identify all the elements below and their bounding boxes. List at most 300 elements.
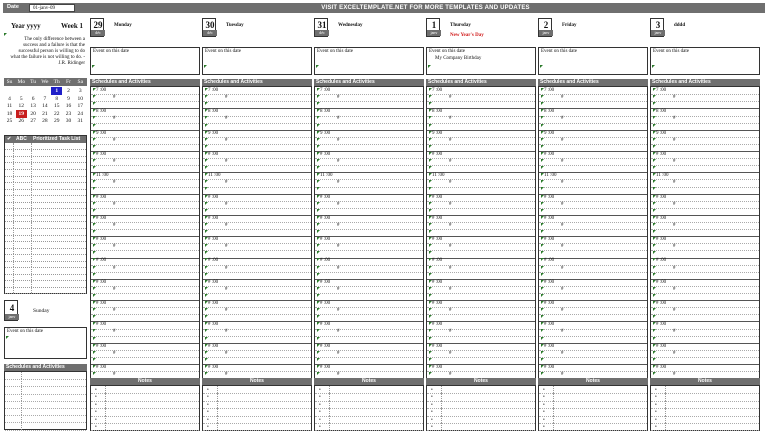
flag-icon [541,372,544,375]
calendar-day[interactable]: 24 [77,110,84,117]
flag-icon [540,65,543,68]
bullet-icon: • [655,425,657,430]
half-marker: # [449,95,452,101]
calendar-day[interactable]: 6 [31,95,35,102]
task-divider [31,222,32,228]
flag-icon [317,116,320,119]
bullet-icon: • [207,417,209,423]
time-label: # :00 [96,151,107,157]
half-marker: # [337,222,340,228]
flag-icon [93,116,96,119]
flag-icon [317,95,320,98]
flag-icon [541,145,544,148]
half-marker: # [337,137,340,143]
flag-icon [429,358,432,361]
half-marker: # [337,201,340,207]
note-row[interactable] [315,423,423,431]
flag-icon [541,244,544,247]
sunday-schedule-header: Schedules and Activities [4,364,87,371]
calendar-day[interactable]: 17 [77,103,84,110]
day-number: 3 [655,20,661,30]
half-marker: # [673,201,676,207]
calendar-day[interactable]: 1 [51,87,62,95]
notes-header: Notes [90,378,200,385]
flag-icon [205,159,208,162]
time-label: # :00 [656,194,667,200]
time-label: 11 :00 [208,173,221,179]
day-name: Thursday [450,23,471,28]
flag-icon [93,166,96,169]
half-marker: # [449,244,452,250]
bullet-icon: • [431,410,433,416]
note-divider [665,386,666,393]
flag-icon [429,372,432,375]
note-divider [105,423,106,430]
note-divider [105,408,106,415]
task-divider [31,281,32,287]
flag-icon [205,294,208,297]
calendar-day[interactable]: 9 [67,95,70,102]
note-divider [441,401,442,408]
time-label: 9 :00 [96,130,107,136]
time-label: # :00 [544,194,555,200]
event-box[interactable] [426,47,536,75]
schedule-grid [538,86,648,383]
event-box[interactable] [314,47,424,75]
mini-calendar [4,78,87,125]
flag-icon [205,223,208,226]
day-column [314,18,424,432]
task-divider [31,215,32,221]
task-divider [31,287,32,293]
calendar-day[interactable]: 18 [6,110,13,117]
flag-icon [317,358,320,361]
flag-icon [429,329,432,332]
half-marker: # [673,286,676,292]
half-marker: # [449,286,452,292]
flag-icon [653,358,656,361]
half-marker: # [561,244,564,250]
day-date-box [538,18,552,37]
flag-icon [541,209,544,212]
flag-icon [204,65,207,68]
half-marker: # [561,372,564,377]
note-divider [329,393,330,400]
notes-box [538,385,648,431]
task-divider [13,254,14,260]
event-box[interactable] [202,47,312,75]
task-divider [13,215,14,221]
schedule-header: Schedules and Activities [426,79,536,86]
time-label: # :00 [208,301,219,306]
calendar-day[interactable]: 19 [16,110,27,118]
half-marker: # [225,137,228,143]
flag-icon [93,273,96,276]
calendar-day[interactable]: 27 [30,118,36,125]
half-marker: # [561,350,564,356]
task-divider [31,248,32,254]
flag-icon [429,202,432,205]
time-label: 11 :00 [544,173,557,179]
event-box[interactable] [650,47,760,75]
calendar-day[interactable]: 4 [8,95,11,102]
flag-icon [428,65,431,68]
bullet-icon: • [207,425,209,430]
bullet-icon: • [95,425,97,430]
bullet-icon: • [543,388,545,393]
note-divider [217,386,218,393]
flag-icon [93,223,96,226]
flag-icon [317,308,320,311]
task-divider [13,261,14,267]
event-box[interactable] [90,47,200,75]
flag-icon [653,124,656,127]
flag-icon [317,273,320,276]
time-label: # :00 [544,237,555,243]
date-input[interactable]: 01-janv-09 [29,4,75,12]
half-marker: # [561,265,564,271]
flag-icon [429,230,432,233]
note-row[interactable] [427,423,535,431]
flag-icon [93,159,96,162]
half-marker: # [113,329,116,335]
note-divider [553,423,554,430]
task-divider [13,150,14,156]
flag-icon [429,159,432,162]
calendar-day[interactable]: 30 [65,118,72,125]
schedule-grid [650,86,760,383]
flag-icon [205,166,208,169]
flag-icon [429,209,432,212]
event-label: Event on this date [93,49,129,54]
half-marker: # [113,95,116,101]
time-label: # :00 [320,279,331,285]
bullet-icon: • [655,402,657,408]
flag-icon [541,351,544,354]
date-label: Date [7,4,19,10]
note-row[interactable] [651,423,759,431]
flag-icon [653,209,656,212]
task-divider [13,274,14,280]
calendar-day[interactable]: 26 [18,118,25,125]
sunday-schedule-row[interactable] [5,422,86,430]
flag-icon [653,266,656,269]
half-marker: # [449,159,452,164]
half-marker: # [673,372,676,377]
half-marker: # [225,159,228,164]
quote-text: The only difference between a success and a failure is that the successful person is willing to do what the failure is not willing to do. - J.R. Ridinger [10,37,85,66]
row-divider [21,415,22,422]
task-divider [13,267,14,273]
task-divider [13,287,14,293]
flag-icon [429,351,432,354]
sunday-month: janv [5,314,19,320]
time-label: # :00 [656,215,667,221]
flag-icon [653,187,656,190]
day-column [90,18,200,432]
half-marker: # [449,265,452,271]
flag-icon [317,209,320,212]
notes-header: Notes [538,378,648,385]
half-marker: # [449,329,452,335]
sunday-day-number: 4 [9,303,15,313]
bullet-icon: • [95,410,97,416]
time-label: # :00 [320,343,331,349]
flag-icon [93,337,96,340]
time-label: 8 :00 [432,109,443,115]
time-label: 11 :00 [432,173,445,179]
flag-icon [93,329,96,332]
time-label: 8 :00 [544,109,555,115]
time-label: 7 :00 [320,88,331,93]
flag-icon [93,187,96,190]
time-label: # :00 [432,279,443,285]
flag-icon [92,65,95,68]
half-marker: # [561,329,564,335]
sunday-schedule [4,371,87,430]
weekday-label: Tu [30,79,37,85]
half-marker: # [337,372,340,377]
time-label: # :00 [96,322,107,328]
day-number: 1 [431,20,437,30]
half-marker: # [113,201,116,207]
half-marker: # [449,372,452,377]
calendar-day[interactable]: 13 [30,103,36,110]
calendar-day[interactable]: 11 [6,103,13,110]
flag-icon [93,180,96,183]
time-label: 8 :00 [96,109,107,115]
flag-icon [653,230,656,233]
time-label: 7 :00 [96,88,107,93]
flag-icon [317,166,320,169]
flag-icon [93,287,96,290]
half-marker: # [225,201,228,207]
schedule-grid [314,86,424,383]
weekday-label: We [41,79,49,85]
calendar-day[interactable]: 12 [18,103,25,110]
flag-icon [317,287,320,290]
task-divider [13,228,14,234]
bullet-icon: • [655,417,657,423]
flag-icon [429,187,432,190]
time-label: # :00 [544,343,555,349]
flag-icon [205,358,208,361]
task-divider [13,163,14,169]
note-divider [441,386,442,393]
flag-icon [205,287,208,290]
day-name: Friday [562,23,577,28]
half-marker: # [225,265,228,271]
week-label: Week 1 [61,22,83,30]
flag-icon [93,251,96,254]
time-label: # :00 [208,215,219,221]
note-divider [217,393,218,400]
calendar-day[interactable]: 22 [53,110,60,117]
flag-icon [317,124,320,127]
calendar-day[interactable]: 10 [77,95,84,102]
half-marker: # [113,350,116,356]
calendar-day[interactable]: 16 [65,103,72,110]
half-marker: # [449,308,452,314]
time-label: # :00 [432,343,443,349]
calendar-day[interactable]: 31 [77,118,84,125]
half-marker: # [113,244,116,250]
calendar-day[interactable]: 15 [53,103,60,110]
half-marker: # [449,116,452,122]
calendar-day[interactable]: 29 [53,118,60,125]
note-divider [105,401,106,408]
flag-icon [317,266,320,269]
calendar-day[interactable]: 14 [42,103,48,110]
day-number: 30 [205,20,215,30]
flag-icon [653,372,656,375]
half-marker: # [561,222,564,228]
time-label: # :00 [208,279,219,285]
flag-icon [653,244,656,247]
flag-icon [652,65,655,68]
calendar-day[interactable]: 8 [55,95,59,102]
bullet-icon: • [319,402,321,408]
time-label: 9 :00 [432,130,443,136]
half-marker: # [337,308,340,314]
time-label: # :00 [320,258,331,264]
notes-header: Notes [314,378,424,385]
sunday-event-box[interactable] [4,327,87,359]
time-label: # :00 [96,343,107,349]
time-label: # :00 [656,301,667,306]
flag-icon [93,358,96,361]
calendar-day[interactable]: 5 [19,95,23,102]
flag-icon [541,315,544,318]
calendar-day[interactable]: 25 [6,118,13,125]
notes-box [90,385,200,431]
notes-header: Notes [426,378,536,385]
note-divider [441,416,442,423]
event-text: My Company Birthday [435,56,482,61]
half-marker: # [561,95,564,101]
day-date-box [650,18,664,37]
task-row[interactable] [5,287,86,294]
time-label: # :00 [208,194,219,200]
task-divider [31,156,32,162]
half-marker: # [337,265,340,271]
half-marker: # [337,244,340,250]
half-marker: # [673,222,676,228]
bullet-icon: • [655,388,657,393]
flag-icon [429,124,432,127]
flag-icon [429,166,432,169]
calendar-day[interactable]: 7 [43,95,47,102]
note-row[interactable] [203,423,311,431]
time-label: # :00 [656,343,667,349]
half-marker: # [113,222,116,228]
day-name: dddd [674,23,686,28]
day-number: 31 [317,20,327,30]
time-label: 11 :00 [320,173,333,179]
flag-icon [429,138,432,141]
sunday-date-box [4,300,18,321]
time-label: 11 :00 [96,173,109,179]
half-marker: # [225,372,228,377]
note-divider [329,416,330,423]
note-row[interactable] [539,423,647,431]
time-label: 7 :00 [544,88,555,93]
time-label: # :00 [656,258,667,264]
half-marker: # [113,372,116,377]
half-marker: # [225,244,228,250]
flag-icon [541,159,544,162]
time-label: # :00 [208,364,219,370]
calendar-day[interactable]: 28 [42,118,48,125]
task-divider [31,267,32,273]
flag-icon [541,294,544,297]
time-label: # :00 [544,279,555,285]
bullet-icon: • [543,425,545,430]
flag-icon [541,102,544,105]
time-label: # :00 [320,194,331,200]
flag-icon [317,102,320,105]
flag-icon [541,273,544,276]
time-label: 7 :00 [208,88,219,93]
day-month: déc [315,30,329,36]
calendar-day[interactable]: 3 [78,88,82,94]
note-divider [105,393,106,400]
flag-icon [653,116,656,119]
note-divider [329,423,330,430]
task-divider [31,202,32,208]
flag-icon [317,230,320,233]
flag-icon [205,202,208,205]
event-box[interactable] [538,47,648,75]
time-label: # :00 [96,258,107,264]
flag-icon [653,315,656,318]
flag-icon [93,315,96,318]
bullet-icon: • [207,402,209,408]
note-row[interactable] [91,423,199,431]
notes-box [202,385,312,431]
flag-icon [205,251,208,254]
row-divider [21,422,22,429]
note-divider [665,393,666,400]
row-divider [21,394,22,401]
note-divider [217,416,218,423]
time-label: # :00 [656,364,667,370]
task-divider [13,156,14,162]
task-divider [31,176,32,182]
calendar-day[interactable]: 23 [65,110,72,117]
weekday-label: Su [6,79,13,85]
schedule-header: Schedules and Activities [650,79,760,86]
calendar-day[interactable]: 2 [67,88,70,94]
flag-icon [541,308,544,311]
half-marker: # [225,95,228,101]
calendar-day[interactable]: 21 [42,110,48,117]
flag-icon [317,351,320,354]
half-marker: # [225,308,228,314]
flag-icon [541,266,544,269]
event-label: Event on this date [317,49,353,54]
day-month: janv [651,30,665,36]
day-name: Wednesday [338,23,363,28]
flag-icon [429,95,432,98]
calendar-day[interactable]: 20 [30,110,36,117]
day-column [538,18,648,432]
day-number: 2 [543,20,549,30]
half-marker: # [113,137,116,143]
banner-link[interactable]: VISIT EXCELTEMPLATE.NET FOR MORE TEMPLATES AND UPDATES [321,5,530,11]
flag-icon [653,308,656,311]
time-label: # :00 [432,301,443,306]
